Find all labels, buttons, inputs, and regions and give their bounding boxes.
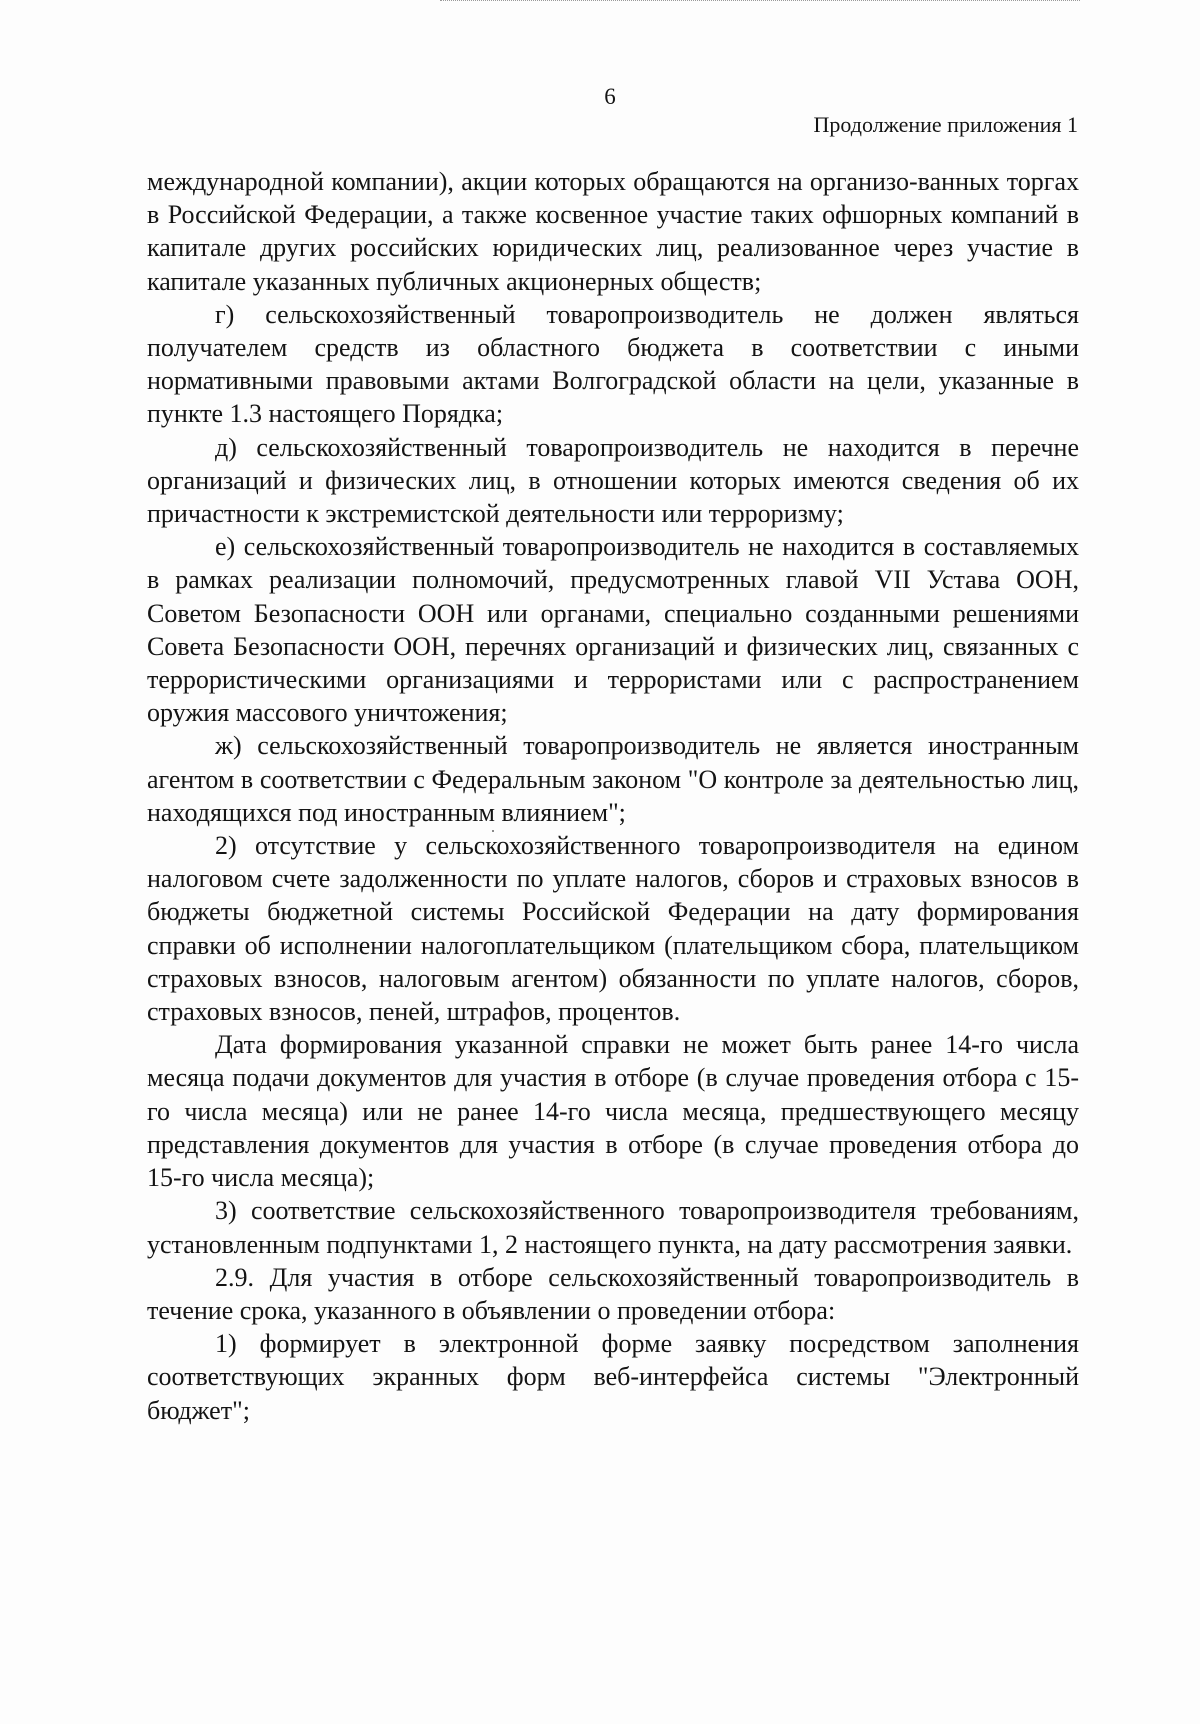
paragraph-section-2-9: 2.9. Для участия в отборе сельскохозяйственный товаропроизводитель в течение срока, указанного в объявлении о проведении отбора: [147,1262,1079,1325]
paragraph-item-g: г) сельскохозяйственный товаропроизводитель не должен являться получателем средств из областного бюджета в соответствии с иными нормативными правовыми актами Волгоградской области на цели, указанные в пункте 1.3 настоящего Порядка; [147,299,1079,429]
scan-top-edge [440,0,1080,1]
paragraph-item-d: д) сельскохозяйственный товаропроизводитель не находится в перечне организаций и физических лиц, в отношении которых имеются сведения об их причастности к экстремистской деятельности или терроризму; [147,432,1079,529]
paragraph-item-1: 1) формирует в электронной форме заявку посредством заполнения соответствующих экранных форм веб-интерфейса системы "Электронный бюджет"; [147,1329,1079,1425]
paragraph-item-2: 2) отсутствие у сельскохозяйственного товаропроизводителя на едином налоговом счете задолженности по уплате налогов, сборов и страховых взносов в бюджеты бюджетной системы Российской Федерации на дату формирования справки об исполнении налогоплательщиком (плательщиком сбора, плательщиком страховых взносов, налоговым агентом) обязанности по уплате налогов, сборов, страховых взносов, пеней, штрафов, процентов. [147,831,1079,1027]
paragraph-item-3: 3) соответствие сельскохозяйственного товаропроизводителя требованиям, установленным подпунктами 1, 2 настоящего пункта, на дату рассмотрения заявки. [147,1196,1079,1259]
paragraph-item-e: е) сельскохозяйственный товаропроизводитель не находится в составляемых в рамках реализации полномочий, предусмотренных главой VII Устава ООН, Советом Безопасности ООН или органами, специально созданными решениями Совета Безопасности ООН, перечнях организаций и физических лиц, связанных с террористическими организациями и террористами или с распространением оружия массового уничтожения; [147,532,1079,728]
paragraph-item-zh: ж) сельскохозяйственный товаропроизводитель не является иностранным агентом в соответствии с Федеральным законом "О контроле за деятельностью лиц, находящихся под иностранным влиянием"; [147,731,1079,827]
paragraph-continuation: международной компании), акции которых обращаются на организо-ванных торгах в Российской Федерации, а также косвенное участие таких офшорных компаний в капитале других российских юридических лиц, реализованное через участие в капитале указанных публичных акционерных обществ; [147,167,1079,296]
running-header: Продолжение приложения 1 [813,112,1078,137]
paragraph-certificate-date: Дата формирования указанной справки не может быть ранее 14-го числа месяца подачи документов для участия в отборе (в случае проведения отбора с 15-го числа месяца) или не ранее 14-го числа месяца, предшествующего месяцу представления документов для участия в отборе (в случае проведения отбора до 15-го числа месяца); [147,1030,1079,1193]
document-body [147,165,1079,1427]
page-number: 6 [604,84,616,109]
